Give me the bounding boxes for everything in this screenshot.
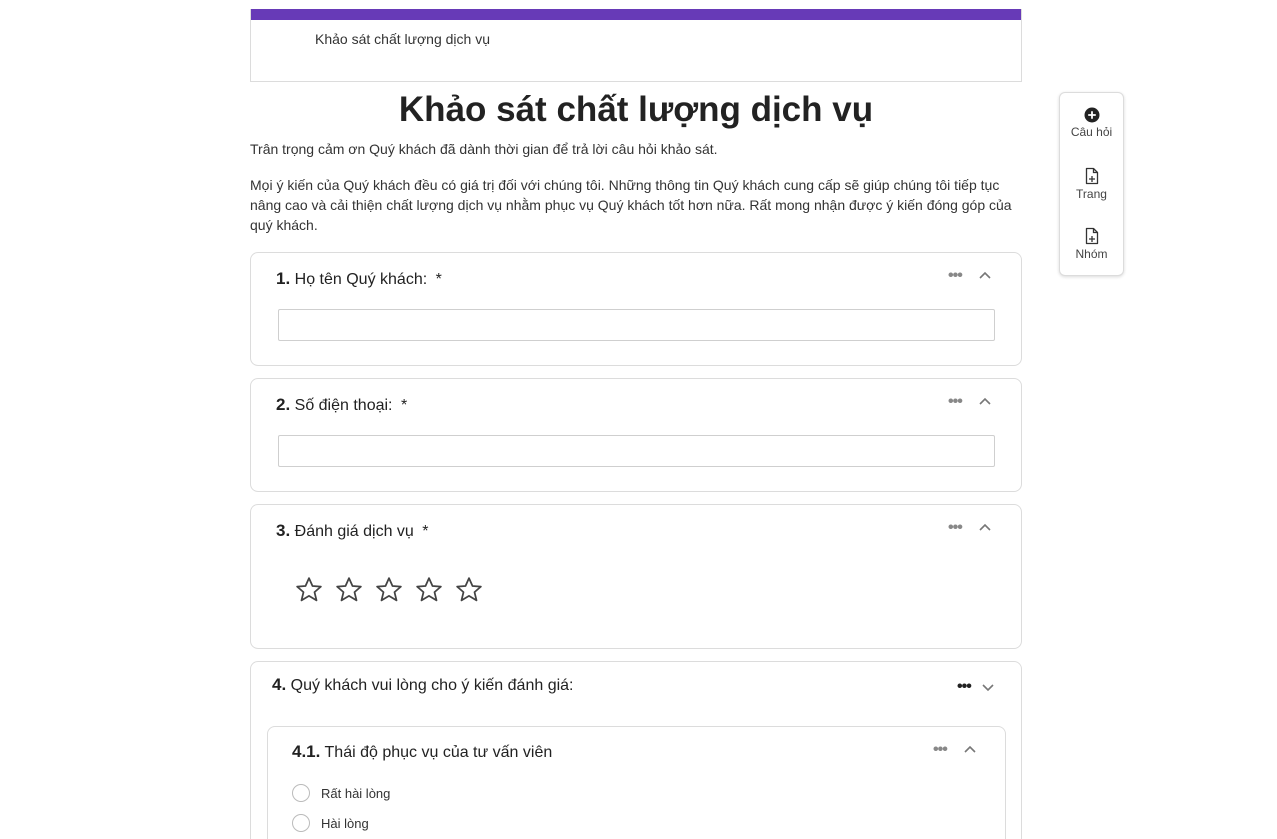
radio-button[interactable] bbox=[292, 784, 310, 802]
radio-option[interactable] bbox=[292, 784, 390, 802]
question-card-2[interactable] bbox=[250, 378, 1022, 492]
radio-label: Hài lòng bbox=[321, 815, 369, 831]
question-tools bbox=[948, 395, 992, 409]
radio-label: Rất hài lòng bbox=[321, 785, 391, 801]
question-number: 1. bbox=[276, 269, 291, 288]
more-options-icon[interactable]: ••• bbox=[957, 678, 971, 695]
question-title-2 bbox=[276, 395, 407, 415]
question-tools bbox=[948, 269, 992, 283]
add-group-label: Nhóm bbox=[1075, 247, 1108, 261]
add-question-button[interactable] bbox=[1060, 107, 1123, 139]
chevron-down-icon[interactable] bbox=[981, 680, 995, 694]
radio-button[interactable] bbox=[292, 814, 310, 832]
chevron-up-icon[interactable] bbox=[978, 269, 992, 283]
required-mark: * bbox=[435, 271, 442, 288]
plus-circle-icon bbox=[1084, 107, 1100, 123]
form-header-label[interactable]: Khảo sát chất lượng dịch vụ bbox=[315, 31, 490, 47]
side-toolbar bbox=[1059, 92, 1124, 276]
question-label: Đánh giá dịch vụ bbox=[294, 523, 414, 540]
form-header-card bbox=[250, 9, 1022, 82]
add-page-button[interactable] bbox=[1060, 167, 1123, 201]
more-options-icon[interactable]: ••• bbox=[948, 519, 962, 536]
add-group-icon bbox=[1084, 227, 1100, 245]
star-4-icon[interactable] bbox=[414, 575, 444, 605]
question-title-3 bbox=[276, 521, 429, 541]
full-name-input[interactable] bbox=[278, 309, 995, 341]
page-title[interactable]: Khảo sát chất lượng dịch vụ bbox=[398, 90, 874, 129]
question-tools bbox=[948, 521, 992, 535]
question-title-1 bbox=[276, 269, 442, 289]
star-3-icon[interactable] bbox=[374, 575, 404, 605]
chevron-up-icon[interactable] bbox=[963, 743, 977, 757]
add-question-label: Câu hỏi bbox=[1070, 125, 1113, 139]
form-description-2[interactable]: Mọi ý kiến của Quý khách đều có giá trị đối với chúng tôi. Những thông tin Quý khách cung cấp sẽ giúp chúng tôi tiếp tục nâng cao và cải thiện chất lượng dịch vụ nhằm phục vụ Quý khách tốt hơn nữa. Rất mong nhận được ý kiến đóng góp của quý khách. bbox=[250, 177, 1012, 233]
chevron-up-icon[interactable] bbox=[978, 521, 992, 535]
form-description-1[interactable]: Trân trọng cảm ơn Quý khách đã dành thời gian để trả lời câu hỏi khảo sát. bbox=[250, 141, 718, 157]
accent-bar bbox=[251, 9, 1021, 20]
question-card-3[interactable] bbox=[250, 504, 1022, 649]
sub-question-number: 4.1. bbox=[292, 742, 321, 761]
question-tools bbox=[957, 680, 995, 694]
question-label: Họ tên Quý khách: bbox=[294, 271, 428, 288]
star-2-icon[interactable] bbox=[334, 575, 364, 605]
chevron-up-icon[interactable] bbox=[978, 395, 992, 409]
star-1-icon[interactable] bbox=[294, 575, 324, 605]
question-number: 4. bbox=[272, 675, 287, 694]
star-5-icon[interactable] bbox=[454, 575, 484, 605]
sub-question-title bbox=[292, 742, 552, 762]
add-page-label: Trang bbox=[1076, 187, 1107, 201]
question-card-1[interactable] bbox=[250, 252, 1022, 366]
question-label: Quý khách vui lòng cho ý kiến đánh giá: bbox=[290, 677, 574, 694]
question-title-4 bbox=[272, 675, 573, 695]
sub-question-label: Thái độ phục vụ của tư vấn viên bbox=[324, 744, 553, 761]
add-page-icon bbox=[1084, 167, 1100, 185]
sub-question-card-4-1[interactable] bbox=[267, 726, 1006, 839]
star-rating bbox=[294, 575, 484, 605]
more-options-icon[interactable]: ••• bbox=[948, 267, 962, 284]
sub-question-tools bbox=[933, 743, 977, 757]
question-number: 2. bbox=[276, 395, 291, 414]
question-label: Số điện thoại: bbox=[294, 397, 393, 414]
more-options-icon[interactable]: ••• bbox=[933, 741, 947, 758]
required-mark: * bbox=[422, 523, 429, 540]
question-number: 3. bbox=[276, 521, 291, 540]
question-card-4[interactable] bbox=[250, 661, 1022, 839]
add-group-button[interactable] bbox=[1060, 227, 1123, 261]
phone-input[interactable] bbox=[278, 435, 995, 467]
radio-option[interactable] bbox=[292, 814, 369, 832]
required-mark: * bbox=[400, 397, 408, 414]
more-options-icon[interactable]: ••• bbox=[948, 393, 962, 410]
